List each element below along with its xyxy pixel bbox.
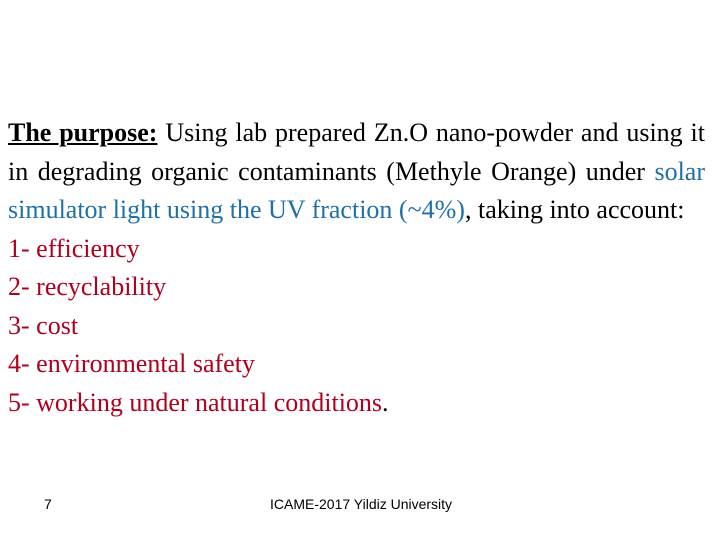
purpose-highlight: solar simulator light using the UV fraction (~4%) [8, 156, 705, 224]
list-item: 2- recyclability [8, 272, 167, 301]
slide-number: 7 [44, 496, 52, 512]
list-item-last [8, 384, 705, 423]
list-end-punct: . [382, 387, 389, 417]
list-item: 3- cost [8, 310, 79, 340]
purpose-paragraph [8, 114, 705, 230]
criteria-list [8, 230, 705, 423]
footer-text: ICAME-2017 Yildiz University [270, 496, 453, 512]
list-item: 1- efficiency [8, 233, 140, 263]
list-item: 5- working under natural conditions [8, 387, 383, 417]
list-item: 4- environmental safety [8, 349, 255, 378]
purpose-label: The purpose: [8, 118, 158, 147]
purpose-text-2: , taking into account: [464, 195, 685, 224]
slide-content [8, 114, 705, 422]
purpose-text-1: Using lab prepared Zn.O nano-powder and using it in degrading organic contaminants (Methyle Orange) under [8, 118, 706, 186]
